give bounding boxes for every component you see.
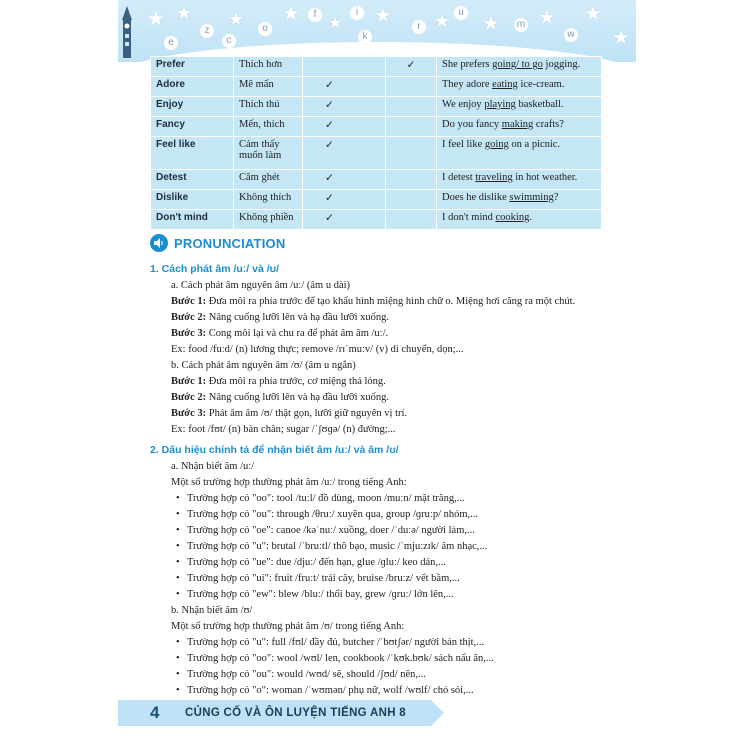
example-text: basketball. <box>515 99 564 110</box>
table-row <box>151 137 602 170</box>
example-cell <box>437 190 602 210</box>
banner-letter: k <box>358 30 372 44</box>
gerund-check-cell: ✓ <box>303 170 386 190</box>
step-2 <box>171 392 389 403</box>
step-label: Bước 3: <box>171 408 207 419</box>
meaning-cell: Cảm thấy muốn làm <box>234 137 303 170</box>
star-icon: ★ <box>328 15 343 32</box>
heading-2: 2. Dấu hiệu chính tả để nhận biết âm /uː/ và âm /ʊ/ <box>150 444 399 456</box>
meaning-cell: Mến, thích <box>234 117 303 137</box>
star-icon: ★ <box>538 7 556 29</box>
table-row <box>151 117 602 137</box>
banner-letter: i <box>350 6 364 20</box>
star-icon: ★ <box>176 3 193 23</box>
star-icon: ★ <box>612 27 630 49</box>
step-label: Bước 2: <box>171 312 207 323</box>
banner-letter: o <box>258 22 272 36</box>
clock-tower-icon <box>120 6 134 58</box>
step-text: Đưa môi ra phía trước, cơ miệng thả lỏng. <box>206 376 386 387</box>
list-item: • Trường hợp có "ou": would /wʊd/ sẽ, should /ʃʊd/ nên,... <box>187 669 426 680</box>
table-row <box>151 210 602 230</box>
example-cell <box>437 77 602 97</box>
both-check-cell <box>386 190 437 210</box>
example-text: . <box>529 212 532 223</box>
step-3 <box>171 408 407 419</box>
step-label: Bước 1: <box>171 296 207 307</box>
subheading-d: b. Nhận biết âm /ʊ/ <box>171 605 253 616</box>
table-row <box>151 77 602 97</box>
step-text: Cong môi lại và chu ra để phát âm âm /uː/. <box>206 328 389 339</box>
example-text: She prefers <box>442 59 493 70</box>
example-verb: traveling <box>475 172 513 183</box>
example-text: I don't mind <box>442 212 496 223</box>
example-verb: going <box>484 139 509 150</box>
verb-cell: Fancy <box>151 117 234 137</box>
table-row <box>151 170 602 190</box>
example-text: ice-cream. <box>517 79 565 90</box>
verb-cell: Prefer <box>151 57 234 77</box>
gerund-check-cell: ✓ <box>303 210 386 230</box>
meaning-cell: Không phiền <box>234 210 303 230</box>
banner-letter: u <box>454 6 468 20</box>
list-item: • Trường hợp có "ue": due /djuː/ đến hạn, glue /ɡluː/ keo dán,... <box>187 557 446 568</box>
list-item: • Trường hợp có "u": full /fʊl/ đầy đủ, butcher /ˈbʊtʃər/ người bán thịt,... <box>187 637 484 648</box>
both-check-cell <box>386 170 437 190</box>
banner-letter: w <box>564 28 578 42</box>
example-b: Ex: foot /fʊt/ (n) bàn chân; sugar /ˈʃʊɡə/ (n) đường;... <box>171 424 396 435</box>
verb-cell: Adore <box>151 77 234 97</box>
gerund-check-cell: ✓ <box>303 137 386 170</box>
star-icon: ★ <box>146 6 166 31</box>
list-item: • Trường hợp có "ui": fruit /fruːt/ trái cây, bruise /bruːz/ vết bầm,... <box>187 573 460 584</box>
step-1 <box>171 296 575 307</box>
star-icon: ★ <box>282 3 300 25</box>
meaning-cell: Mê mẩn <box>234 77 303 97</box>
meaning-cell: Thích thú <box>234 97 303 117</box>
step-text: Đưa môi ra phía trước để tạo khẩu hình miệng hình chữ o. Miệng hơi căng ra một chút. <box>206 296 576 307</box>
step-1 <box>171 376 386 387</box>
list-item: • Trường hợp có "oe": canoe /kəˈnuː/ xuồng, doer /ˈduːə/ người làm,... <box>187 525 475 536</box>
banner-letter: f <box>308 8 322 22</box>
meaning-cell: Không thích <box>234 190 303 210</box>
star-icon: ★ <box>374 5 392 27</box>
intro-c: Một số trường hợp thường phát âm /uː/ trong tiếng Anh: <box>171 477 407 488</box>
gerund-check-cell: ✓ <box>303 77 386 97</box>
gerund-check-cell <box>303 57 386 77</box>
step-3 <box>171 328 388 339</box>
both-check-cell <box>386 77 437 97</box>
speaker-icon <box>150 234 168 252</box>
list-item: • Trường hợp có "ou": through /θruː/ xuyên qua, group /ɡruːp/ nhóm,... <box>187 509 478 520</box>
subheading-a: a. Cách phát âm nguyên âm /uː/ (âm u dài) <box>171 280 351 291</box>
example-text: ? <box>553 192 559 203</box>
banner-letter: r <box>412 20 426 34</box>
intro-d: Một số trường hợp thường phát âm /ʊ/ trong tiếng Anh: <box>171 621 405 632</box>
step-text: Nâng cuống lưỡi lên và hạ đầu lưỡi xuống. <box>206 312 390 323</box>
star-icon: ★ <box>584 3 602 25</box>
step-2 <box>171 312 389 323</box>
book-title: CỦNG CỐ VÀ ÔN LUYỆN TIẾNG ANH 8 <box>185 707 406 719</box>
both-check-cell <box>386 210 437 230</box>
example-text: They adore <box>442 79 493 90</box>
subheading-c: a. Nhận biết âm /uː/ <box>171 461 255 472</box>
example-cell <box>437 210 602 230</box>
example-verb: playing <box>484 99 516 110</box>
list-item: • Trường hợp có "ew": blew /bluː/ thổi bay, grew /ɡruː/ lớn lên,... <box>187 589 454 600</box>
example-verb: going/ to go <box>492 59 543 70</box>
example-cell <box>437 97 602 117</box>
example-text: Does he dislike <box>442 192 510 203</box>
both-check-cell <box>386 137 437 170</box>
gerund-check-cell: ✓ <box>303 97 386 117</box>
example-text: crafts? <box>533 119 564 130</box>
banner-letter: m <box>514 18 528 32</box>
star-icon: ★ <box>434 11 451 31</box>
table-row <box>151 190 602 210</box>
verb-table <box>150 56 602 230</box>
banner-letter: e <box>164 36 178 50</box>
example-text: I detest <box>442 172 476 183</box>
subheading-b: b. Cách phát âm nguyên âm /ʊ/ (âm u ngắn) <box>171 360 356 371</box>
verb-cell: Feel like <box>151 137 234 170</box>
example-verb: eating <box>492 79 518 90</box>
example-text: in hot weather. <box>512 172 578 183</box>
example-verb: swimming <box>509 192 554 203</box>
step-label: Bước 3: <box>171 328 207 339</box>
step-text: Phát âm âm /ʊ/ thật gọn, lưỡi giữ nguyên vị trí. <box>206 408 408 419</box>
both-check-cell: ✓ <box>386 57 437 77</box>
table-row <box>151 57 602 77</box>
step-label: Bước 2: <box>171 392 207 403</box>
both-check-cell <box>386 117 437 137</box>
banner-letter: z <box>200 24 214 38</box>
meaning-cell: Thích hơn <box>234 57 303 77</box>
star-icon: ★ <box>228 9 245 29</box>
table-row <box>151 97 602 117</box>
example-verb: making <box>501 119 534 130</box>
heading-1: 1. Cách phát âm /uː/ và /ʊ/ <box>150 263 280 275</box>
verb-cell: Enjoy <box>151 97 234 117</box>
example-text: on a picnic. <box>508 139 561 150</box>
example-cell <box>437 57 602 77</box>
example-cell <box>437 117 602 137</box>
verb-cell: Dislike <box>151 190 234 210</box>
example-verb: cooking <box>495 212 530 223</box>
list-item: • Trường hợp có "oo": tool /tuːl/ đồ dùng, moon /muːn/ mặt trăng,... <box>187 493 465 504</box>
example-cell <box>437 170 602 190</box>
banner-letter: c <box>222 34 236 48</box>
example-cell <box>437 137 602 170</box>
step-text: Nâng cuống lưỡi lên và hạ đầu lưỡi xuống. <box>206 392 390 403</box>
example-text: Do you fancy <box>442 119 502 130</box>
header-banner <box>118 0 636 62</box>
gerund-check-cell: ✓ <box>303 190 386 210</box>
gerund-check-cell: ✓ <box>303 117 386 137</box>
list-item: • Trường hợp có "o": woman /ˈwʊmən/ phụ nữ, wolf /wʊlf/ chó sói,... <box>187 685 474 696</box>
verb-cell: Don't mind <box>151 210 234 230</box>
step-label: Bước 1: <box>171 376 207 387</box>
page-number: 4 <box>150 703 160 722</box>
verb-cell: Detest <box>151 170 234 190</box>
both-check-cell <box>386 97 437 117</box>
section-title: PRONUNCIATION <box>174 236 286 251</box>
star-icon: ★ <box>482 13 500 35</box>
example-text: We enjoy <box>442 99 485 110</box>
example-a: Ex: food /fuːd/ (n) lương thực; remove /rɪˈmuːv/ (v) di chuyển, dọn;... <box>171 344 464 355</box>
list-item: • Trường hợp có "u": brutal /ˈbruːtl/ thô bạo, music /ˈmjuːzɪk/ âm nhạc,... <box>187 541 487 552</box>
meaning-cell: Căm ghét <box>234 170 303 190</box>
example-text: I feel like <box>442 139 485 150</box>
example-text: jogging. <box>542 59 581 70</box>
list-item: • Trường hợp có "oo": wool /wʊl/ len, cookbook /ˈkʊk.bʊk/ sách nấu ăn,... <box>187 653 494 664</box>
